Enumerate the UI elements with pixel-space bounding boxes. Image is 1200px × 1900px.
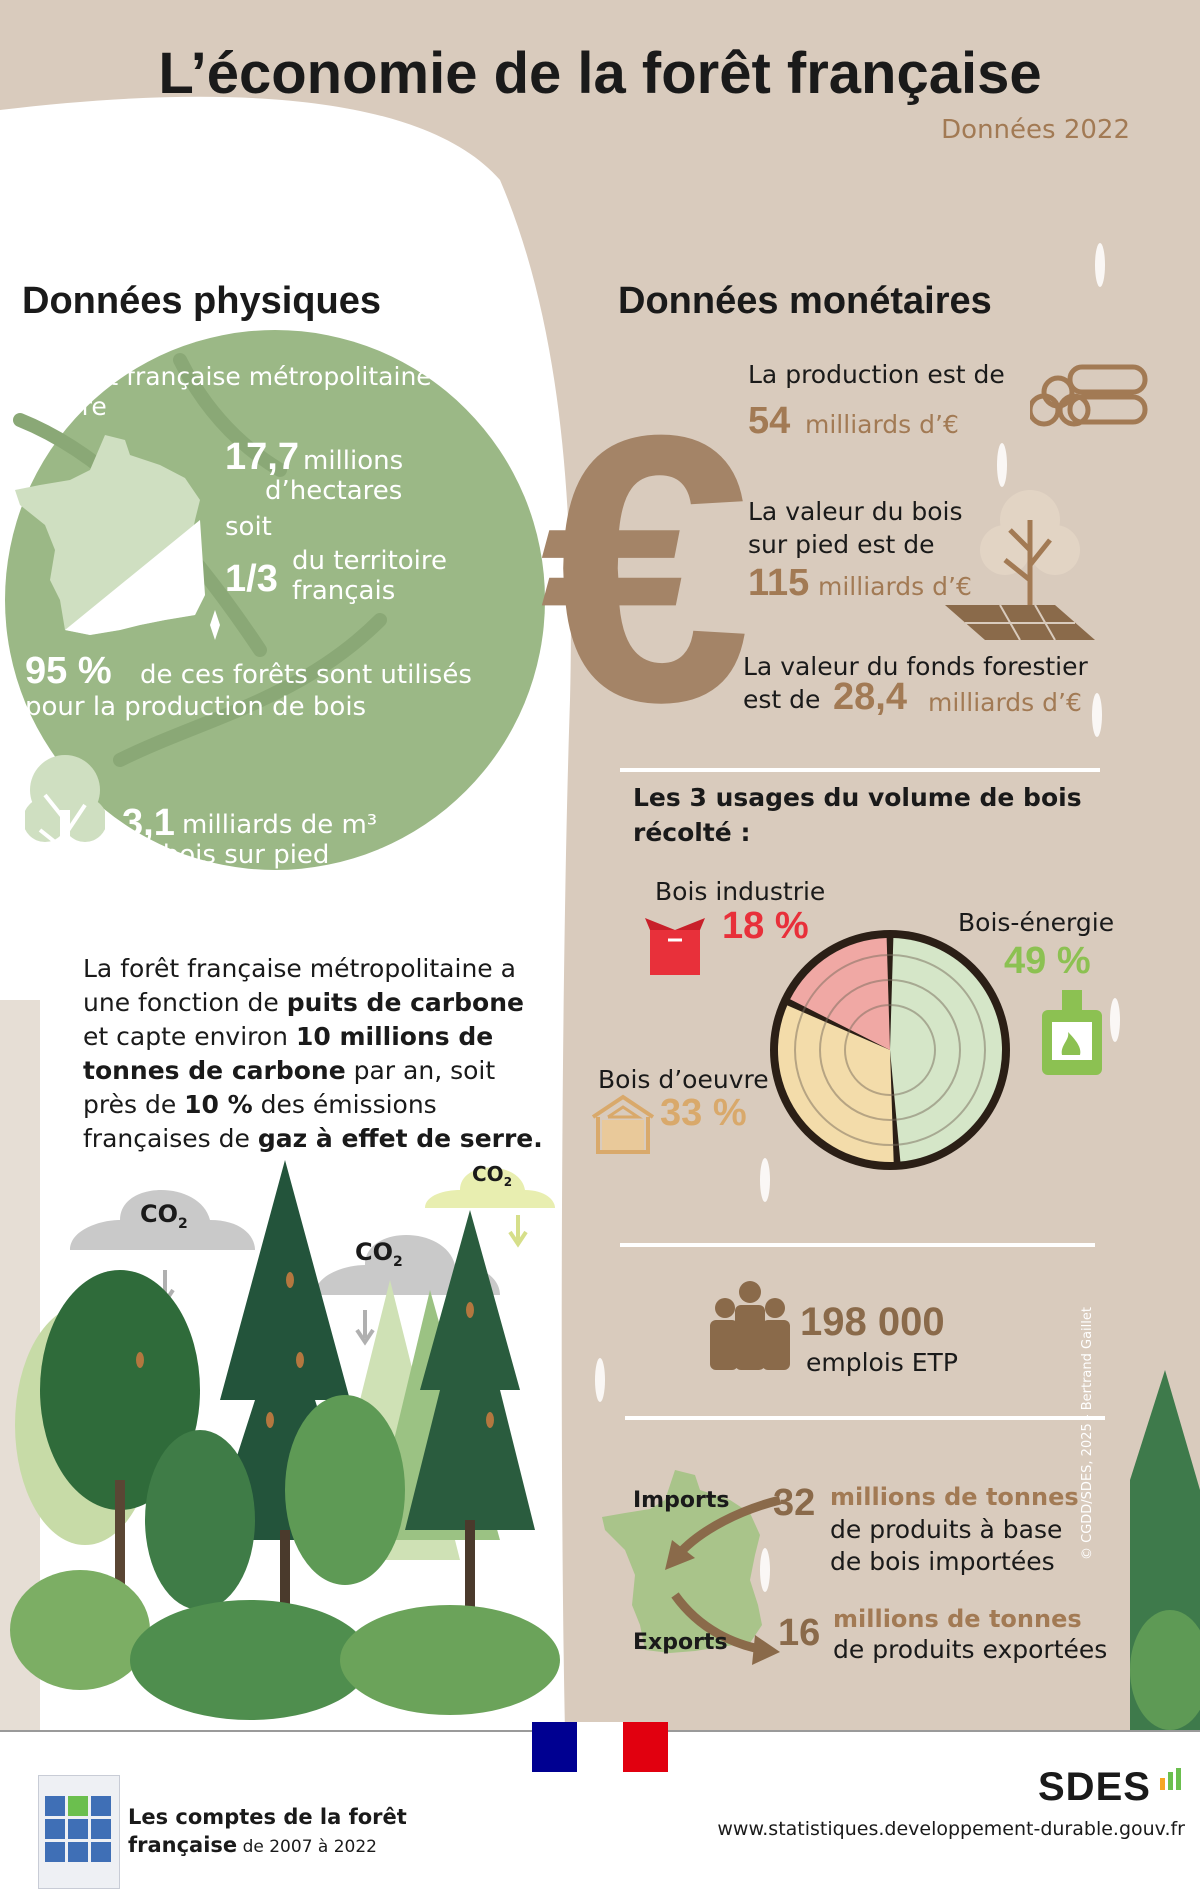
carbon-paragraph: La forêt française métropolitaine a une fonction de puits de carbone et capte environ 10 millions de tonnes de carbone par an, soit près de 10 % des émissions françaises de gaz à effet de serre. — [83, 954, 543, 1153]
svg-text:€: € — [540, 356, 752, 781]
coverage-intro: La forêt française métropolitaine couvre — [22, 362, 432, 421]
sdes-logo: SDES — [1038, 1765, 1151, 1809]
website-url[interactable]: www.statistiques.developpement-durable.gouv.fr — [717, 1818, 1185, 1840]
energy-value: 49 % — [1004, 940, 1091, 982]
jobs-label: emplois ETP — [806, 1348, 958, 1377]
exports-label: Exports — [633, 1630, 728, 1655]
oeuvre-value: 33 % — [660, 1092, 747, 1134]
exports-line1: millions de tonnes — [833, 1605, 1082, 1633]
tree-plot-icon — [945, 480, 1095, 650]
used-text-line1: de ces forêts sont utilisés — [140, 660, 472, 690]
imports-value: 32 — [773, 1482, 816, 1524]
co2-label-2: $CO_2$ — [355, 1238, 403, 1270]
stove-icon — [1040, 990, 1105, 1080]
imports-label: Imports — [633, 1488, 730, 1513]
industry-value: 18 % — [722, 905, 809, 947]
production-text: La production est de — [748, 360, 1005, 389]
exports-line2: de produits exportées — [833, 1635, 1108, 1664]
area-value: 17,7 — [225, 436, 299, 478]
fund-value: 28,4 — [833, 676, 907, 718]
box-icon — [640, 910, 710, 980]
physical-heading: Données physiques — [22, 280, 381, 322]
volume-value: 3,1 — [122, 802, 175, 844]
people-icon — [705, 1280, 795, 1375]
usages-title: Les 3 usages du volume de bois récolté : — [633, 783, 1082, 847]
monetary-heading: Données monétaires — [618, 280, 992, 322]
used-value: 95 % — [25, 650, 112, 692]
area-unit-line2: d’hectares — [265, 476, 403, 506]
volume-text-line1: milliards de m³ — [182, 810, 378, 840]
energy-label: Bois-énergie — [958, 908, 1115, 937]
publication-title: Les comptes de la forêt — [128, 1805, 407, 1829]
standing-unit: milliards d’€ — [818, 572, 972, 601]
industry-label: Bois industrie — [655, 877, 826, 906]
co2-label-1: $CO_2$ — [140, 1200, 188, 1232]
oeuvre-label: Bois d’oeuvre — [598, 1065, 769, 1094]
share-text-line1: du territoire — [292, 546, 448, 576]
publication-subtitle: française de 2007 à 2022 — [128, 1833, 377, 1857]
production-value: 54 — [748, 400, 791, 442]
euro-icon — [540, 356, 751, 781]
standing-text-line1: La valeur du bois — [748, 497, 963, 526]
share-value: 1/3 — [225, 558, 278, 600]
fund-unit: milliards d’€ — [928, 688, 1082, 717]
imports-line2: de produits à base — [830, 1515, 1063, 1544]
logs-icon — [1030, 362, 1150, 432]
trade-arrows — [660, 1490, 790, 1690]
usage-pie-chart — [765, 925, 1015, 1175]
page-title: L’économie de la forêt française — [158, 41, 1042, 106]
area-unit-line1: millions — [303, 446, 404, 476]
page-subtitle: Données 2022 — [941, 115, 1130, 145]
forest-illustration — [0, 1160, 570, 1730]
publication-cover — [38, 1775, 120, 1889]
standing-value: 115 — [748, 562, 810, 604]
soit-text: soit — [225, 512, 272, 542]
standing-text-line2: sur pied est de — [748, 530, 935, 559]
imports-line3: de bois importées — [830, 1547, 1055, 1576]
fund-text-line1: La valeur du fonds forestier — [743, 652, 1088, 681]
jobs-value: 198 000 — [800, 1300, 945, 1344]
credit-text: © CGDD/SDES, 2025 - Bertrand Gaillet — [1080, 1307, 1095, 1560]
tree-icon — [25, 750, 105, 905]
share-text-line2: français — [292, 576, 396, 606]
exports-value: 16 — [778, 1612, 821, 1654]
co2-label-3: $CO_2$ — [472, 1162, 513, 1189]
side-tree-illustration — [1120, 1370, 1200, 1730]
imports-line1: millions de tonnes — [830, 1483, 1079, 1511]
fund-text-line2: est de — [743, 685, 821, 714]
volume-text-line2: de bois sur pied — [122, 840, 330, 870]
france-map-icon — [10, 430, 220, 645]
used-text-line2: pour la production de bois — [25, 692, 367, 722]
house-frame-icon — [588, 1092, 658, 1157]
marianne-logo — [532, 1722, 668, 1774]
production-unit: milliards d’€ — [805, 410, 959, 439]
sdes-bars-icon — [1160, 1768, 1184, 1790]
